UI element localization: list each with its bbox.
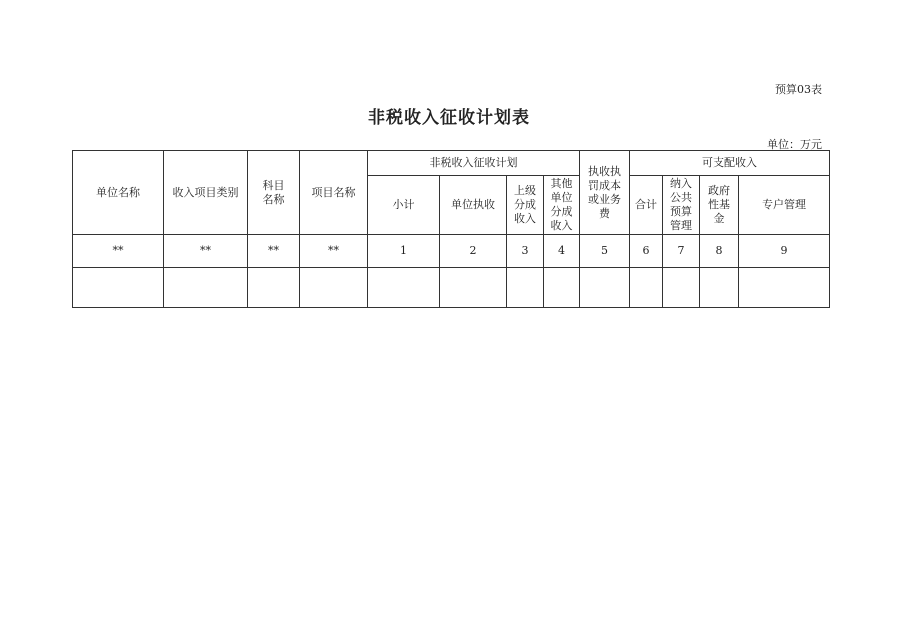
header-group-nontax-plan: 非税收入征收计划 — [368, 151, 580, 176]
header-other-unit-share-text: 其他单位分成收入 — [550, 177, 573, 232]
header-income-category: 收入项目类别 — [164, 151, 248, 235]
data-cell — [544, 268, 580, 308]
data-cell — [739, 268, 830, 308]
data-cell — [164, 268, 248, 308]
data-cell — [507, 268, 544, 308]
index-cell: 8 — [700, 235, 739, 268]
index-cell: 6 — [630, 235, 663, 268]
index-cell: 7 — [663, 235, 700, 268]
index-cell: ** — [248, 235, 300, 268]
index-cell: 2 — [440, 235, 507, 268]
header-upper-share-text: 上级分成收入 — [514, 184, 536, 225]
data-cell — [440, 268, 507, 308]
index-cell: 1 — [368, 235, 440, 268]
data-cell — [248, 268, 300, 308]
header-project-name: 项目名称 — [300, 151, 368, 235]
header-special-account: 专户管理 — [739, 176, 830, 235]
index-cell: ** — [300, 235, 368, 268]
index-cell: ** — [164, 235, 248, 268]
data-cell — [663, 268, 700, 308]
header-gov-fund — [700, 176, 739, 235]
header-gov-fund-text: 政府性基金 — [708, 184, 730, 225]
data-cell — [300, 268, 368, 308]
header-unit-name: 单位名称 — [73, 151, 164, 235]
index-cell: 9 — [739, 235, 830, 268]
unit-label: 单位：万元 — [767, 138, 822, 151]
data-cell — [368, 268, 440, 308]
header-unit-collect: 单位执收 — [440, 176, 507, 235]
header-subject-name — [248, 151, 300, 235]
data-cell — [73, 268, 164, 308]
header-public-budget-text: 纳入公共预算管理 — [670, 177, 692, 232]
header-subject-name-text: 科目名称 — [262, 178, 285, 206]
header-collection-cost — [580, 151, 630, 235]
page-title: 非税收入征收计划表 — [368, 108, 530, 128]
index-cell: 5 — [580, 235, 630, 268]
index-row — [73, 235, 830, 268]
header-upper-share — [507, 176, 544, 235]
index-cell: 3 — [507, 235, 544, 268]
header-subtotal: 小计 — [368, 176, 440, 235]
index-cell: 4 — [544, 235, 580, 268]
nontax-plan-table — [72, 150, 830, 308]
data-cell — [630, 268, 663, 308]
header-public-budget — [663, 176, 700, 235]
data-cell — [580, 268, 630, 308]
header-total: 合计 — [630, 176, 663, 235]
header-collection-cost-text: 执收执罚成本或业务费 — [588, 164, 621, 220]
data-cell — [700, 268, 739, 308]
header-group-disposable-income: 可支配收入 — [630, 151, 830, 176]
header-row-1 — [73, 151, 830, 176]
form-code: 预算03表 — [775, 83, 822, 96]
header-other-unit-share — [544, 176, 580, 235]
index-cell: ** — [73, 235, 164, 268]
data-row — [73, 268, 830, 308]
